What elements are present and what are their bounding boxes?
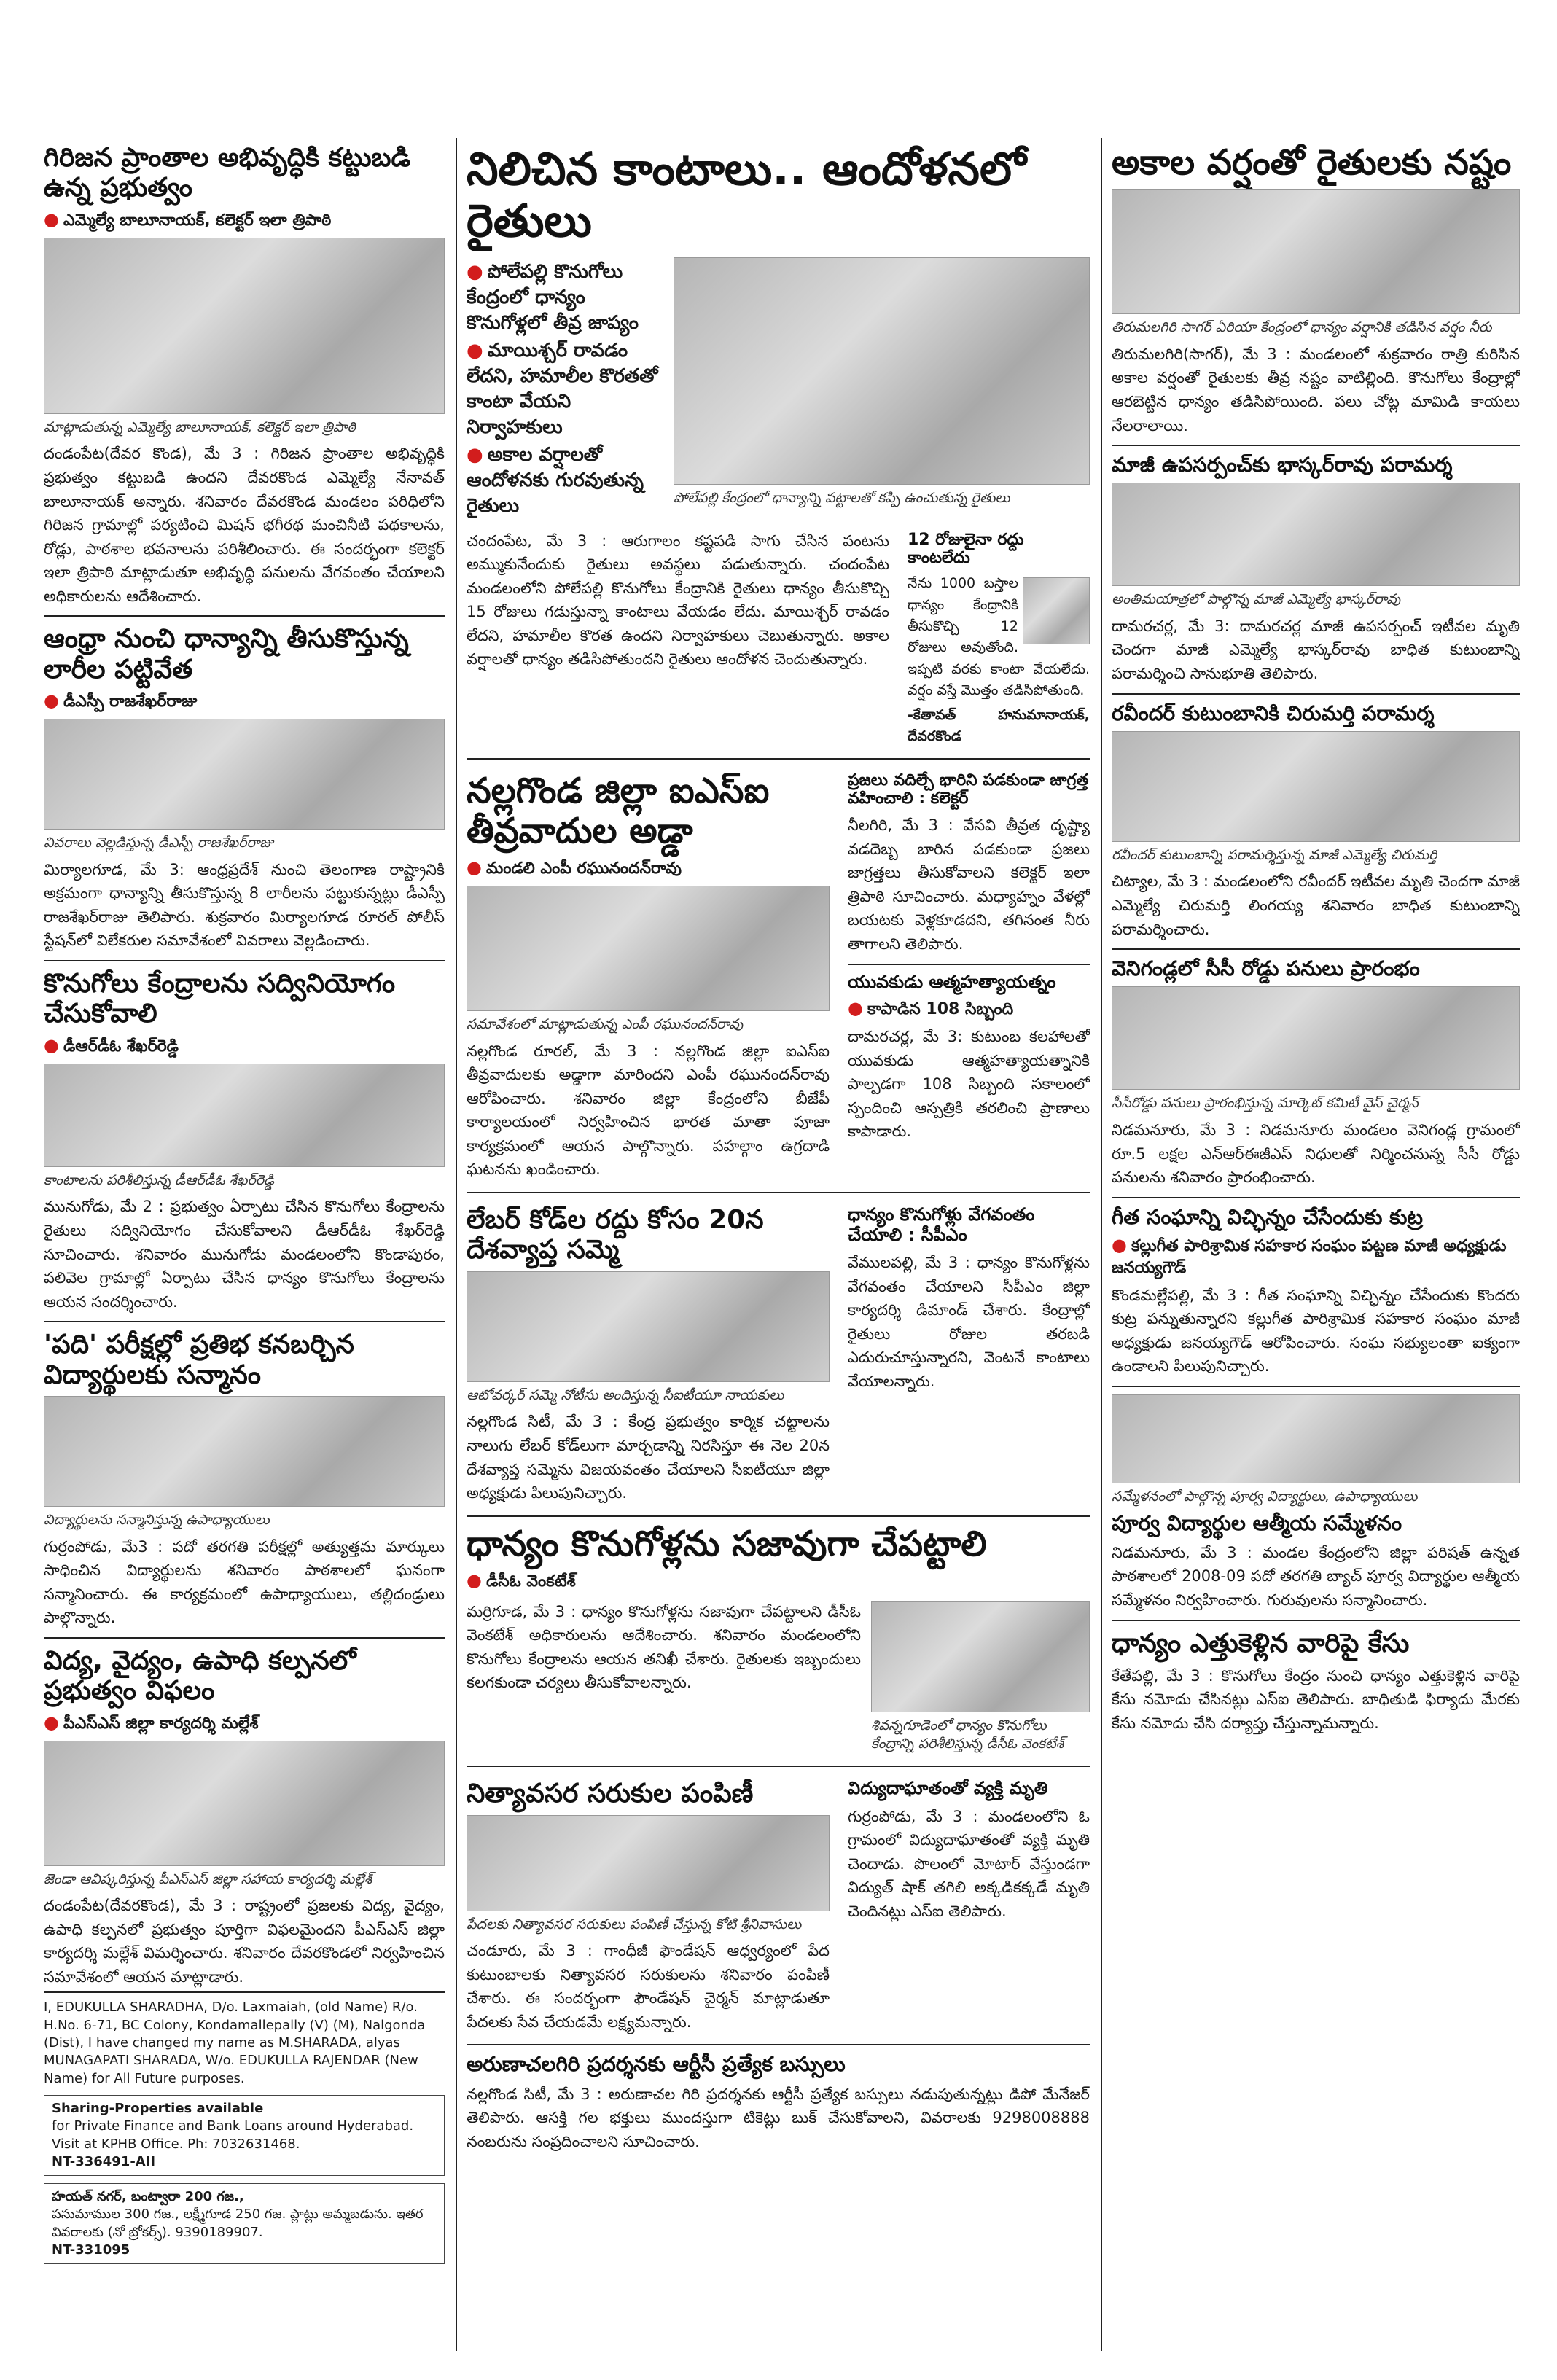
article [44, 143, 445, 608]
bullet-icon: ● [44, 1034, 59, 1056]
headline: అరుణాచలగిరి ప్రదర్శనకు ఆర్టీసీ ప్రత్యేక బస్సులు [467, 2052, 846, 2077]
sidebar-title: 12 రోజులైనా రద్దు కాంటలేదు [908, 530, 1024, 567]
headline: నిత్యావసర సరుకుల పంపిణీ [467, 1779, 754, 1809]
classified-ref: NT-336491-AII [52, 2153, 156, 2169]
article [467, 1524, 1090, 1759]
lead-highlights [467, 257, 663, 522]
byline [848, 998, 1090, 1022]
article-body: నీలగిరి, మే 3 : వేసవి తీవ్రత దృష్ట్యా వడదెబ్బ బారిన పడకుండా ప్రజలు జాగ్రత్తలు తీసుకోవాలని కలెక్టర్ ఇలా త్రిపాఠి సూచించారు. మధ్యాహ్నం వేళల్లో బయటకు వెళ్లకూడదని, తగినంత నీరు తాగాలని తెలిపారు. [848, 816, 1090, 953]
middle-column [467, 138, 1090, 2351]
article-body: చండూరు, మే 3 : గాంధీజీ ఫౌండేషన్ ఆధ్వర్యంలో పేద కుటుంబాలకు నిత్యావసర సరుకులను శనివారం పంపిణీ చేశారు. ఈ సందర్భంగా ఫౌండేషన్ చైర్మన్ మాట్లాడుతూ పేదలకు సేవ చేయడమే లక్ష్యమన్నారు. [467, 1942, 830, 2031]
article [840, 1774, 1090, 2037]
farmer-photo [1023, 577, 1090, 644]
headline: విద్యుదాఘాతంతో వ్యక్తి మృతి [848, 1778, 1048, 1799]
article-body: నిడమనూరు, మే 3 : మండల కేంద్రంలోని జిల్లా పరిషత్ ఉన్నత పాఠశాలలో 2008-09 పదో తరగతి బ్యాచ్ పూర్వ విద్యార్థుల ఆత్మీయ సమ్మేళనం నిర్వహించారు. గురువులను సన్మానించారు. [1112, 1543, 1520, 1609]
article [1112, 453, 1520, 686]
byline [44, 209, 445, 233]
photo-caption: వివరాలు వెల్లడిస్తున్న డీఎస్పీ రాజశేఖర్‌రాజు [44, 835, 273, 851]
column-rule [1101, 138, 1102, 2351]
headline: ధాన్యం కొనుగోళ్లు వేగవంతం చేయాలి : సీపీఎం [848, 1203, 1035, 1245]
byline [44, 690, 445, 714]
headline: 'పది' పరీక్షల్లో ప్రతిభ కనబర్చిన విద్యార్థులకు సన్మానం [44, 1330, 354, 1390]
headline: గీత సంఘాన్ని విచ్ఛిన్నం చేసేందుకు కుట్ర [1112, 1204, 1424, 1229]
news-photo [1112, 1394, 1520, 1483]
news-photo [1112, 483, 1520, 586]
divider [44, 960, 445, 961]
bullet-icon: ● [467, 1569, 482, 1591]
highlight-text: పోలేపల్లి కొనుగోలు కేంద్రంలో ధాన్యం కొనుగోళ్లలో తీవ్ర జాప్యం [467, 260, 639, 334]
divider [44, 1321, 445, 1322]
divider [467, 2044, 1090, 2045]
byline-text: మండలి ఎంపీ రఘునందన్‌రావు [485, 859, 682, 878]
article [44, 969, 445, 1314]
byline [44, 1712, 445, 1736]
article-body: మునుగోడు, మే 2 : ప్రభుత్వం ఏర్పాటు చేసిన కొనుగోలు కేంద్రాలను రైతులు సద్వినియోగం చేసుకోవాలని డీఆర్‌డీఓ శేఖర్‌రెడ్డి సూచించారు. శనివారం మునుగోడు మండలంలోని కొండాపురం, పలివెల గ్రామాల్లో ఏర్పాటు చేసిన ధాన్యం కొనుగోలు కేంద్రాలను ఆయన సందర్శించారు. [44, 1198, 445, 1311]
article [467, 1774, 830, 2037]
bullet-icon: ● [467, 260, 483, 283]
byline-text: డీసీఓ వెంకటేశ్ [485, 1572, 576, 1591]
byline [1112, 1235, 1520, 1281]
headline: మాజీ ఉపసర్పంచ్‌కు భాస్కర్‌రావు పరామర్శ [1112, 453, 1453, 477]
classified-text: పసుమాముల 300 గజ., లక్ష్మీగూడ 250 గజ. ప్లాట్లు అమ్మబడును. ఇతర వివరాలకు (నో బ్రోకర్స్). 9390189907. [52, 2207, 424, 2240]
article [840, 1201, 1090, 1508]
photo-caption: తిరుమలగిరి సాగర్ ఏరియా కేంద్రంలో ధాన్యం వర్షానికి తడిసిన వర్షం నీరు [1112, 319, 1492, 336]
lead-article [467, 143, 1090, 751]
byline [44, 1035, 445, 1059]
news-photo [44, 719, 445, 830]
photo-caption: కాంటాలను పరిశీలిస్తున్న డీఆర్‌డీఓ శేఖర్‌రెడ్డి [44, 1171, 275, 1188]
divider [1112, 948, 1520, 950]
article-body: గుర్రంపోడు, మే 3 : మండలంలోని ఓ గ్రామంలో విద్యుదాఘాతంతో వ్యక్తి మృతి చెందాడు. పొలంలో మోటార్ వేస్తుండగా విద్యుత్ షాక్ తగిలి అక్కడికక్కడే మృతి చెందినట్లు ఎస్ఐ తెలిపారు. [848, 1807, 1090, 1920]
sidebar-body: నేను 1000 బస్తాల ధాన్యం కేంద్రానికి తీసుకొచ్చి 12 రోజులు అవుతోంది. ఇప్పటి వరకు కాంటా వేయలేదు. వర్షం వస్తే మొత్తం తడిసిపోతుంది. [908, 575, 1090, 699]
classifieds [44, 1991, 445, 2264]
byline-text: పీఎస్ఎస్ జిల్లా కార్యదర్శి మల్లేశ్ [63, 1714, 259, 1733]
headline: ఆంధ్రా నుంచి ధాన్యాన్ని తీసుకొస్తున్న లారీల పట్టివేత [44, 624, 409, 684]
bullet-icon: ● [467, 444, 483, 467]
article [1112, 143, 1520, 437]
article-body: దండంపేట(దేవరకొండ), మే 3 : రాష్ట్రంలో ప్రజలకు విద్య, వైద్యం, ఉపాధి కల్పనలో ప్రభుత్వం పూర్తిగా విఫలమైందని పీఎస్ఎస్ జిల్లా కార్యదర్శి మల్లేశ్ విమర్శించారు. శనివారం దేవరకొండలో నిర్వహించిన సమావేశంలో ఆయన మాట్లాడారు. [44, 1897, 445, 1986]
byline-text: డీఎస్పీ రాజశేఖర్‌రాజు [63, 692, 198, 711]
news-photo [871, 1601, 1090, 1712]
article-body: గుర్రంపోడు, మే3 : పదో తరగతి పరీక్షల్లో అత్యుత్తమ మార్కులు సాధించిన విద్యార్థులను శనివారం పాఠశాలలో ఘనంగా సన్మానించారు. ఈ కార్యక్రమంలో ఉపాధ్యాయులు, తల్లిదండ్రులు పాల్గొన్నారు. [44, 1537, 445, 1627]
article-body: వేములపల్లి, మే 3 : ధాన్యం కొనుగోళ్లను వేగవంతం చేయాలని సీపీఎం జిల్లా కార్యదర్శి డిమాండ్ చేశారు. కేంద్రాల్లో రైతులు రోజుల తరబడి ఎదురుచూస్తున్నారని, వెంటనే కాంటాలు వేయాలన్నారు. [848, 1254, 1090, 1390]
classified-text: for Private Finance and Bank Loans around Hyderabad. Visit at KPHB Office. Ph: 7032631468. [52, 2118, 414, 2152]
sidebar-credit: -కేతావత్ హనుమానాయక్, దేవరకొండ [908, 706, 1090, 745]
news-photo [1112, 731, 1520, 842]
photo-caption: మాట్లాడుతున్న ఎమ్మెల్యే బాలూనాయక్, కలెక్టర్ ఇలా త్రిపాఠి [44, 418, 356, 435]
article-body: తిరుమలగిరి(సాగర్), మే 3 : మండలంలో శుక్రవారం రాత్రి కురిసిన అకాల వర్షంతో రైతులకు తీవ్ర నష్టం వాటిల్లింది. కొనుగోలు కేంద్రాల్లో ఆరబెట్టిన ధాన్యం తడిసిపోయింది. పలు చోట్ల మామిడి కాయలు నేలరాలాయి. [1112, 345, 1520, 434]
column-rule [456, 138, 457, 2351]
divider [1112, 1620, 1520, 1621]
article-body: మిర్యాలగూడ, మే 3: ఆంధ్రప్రదేశ్ నుంచి తెలంగాణ రాష్ట్రానికి అక్రమంగా ధాన్యాన్ని తీసుకొస్తున్న 8 లారీలను పట్టుకున్నట్లు డీఎస్పీ రాజశేఖర్‌రాజు తెలిపారు. శుక్రవారం మిర్యాలగూడ రూరల్ పోలీస్ స్టేషన్‌లో విలేకరుల సమావేశంలో వివరాలు వెల్లడించారు. [44, 860, 445, 950]
photo-caption: పేదలకు నిత్యావసర సరుకులు పంపిణీ చేస్తున్న కోటి శ్రీనివాసులు [467, 1916, 802, 1932]
article-body: చిట్యాల, మే 3 : మండలంలోని రవీందర్ ఇటీవల మృతి చెందగా మాజీ ఎమ్మెల్యే చిరుమర్తి లింగయ్య శనివారం బాధిత కుటుంబాన్ని పరామర్శించారు. [1112, 873, 1520, 938]
headline: యువకుడు ఆత్మహత్యాయత్నం [848, 971, 1056, 992]
headline: నల్లగొండ జిల్లా ఐఎస్ఐ తీవ్రవాదుల అడ్డా [467, 770, 770, 851]
headline: ప్రజలు వదిల్చే భారిని పడకుండా జాగ్రత్త వహించాలి : కలెక్టర్ [848, 770, 1089, 808]
headline: గిరిజన ప్రాంతాల అభివృద్ధికి కట్టుబడి ఉన్న ప్రభుత్వం [44, 143, 411, 203]
byline-text: కల్లుగీత పారిశ్రామిక సహకార సంఘం పట్టణ మాజీ అధ్యక్షుడు జనయ్యగౌడ్ [1112, 1236, 1507, 1277]
photo-caption: సమావేశంలో మాట్లాడుతున్న ఎంపీ రఘునందన్‌రావు [467, 1016, 744, 1032]
article-body: నల్లగొండ రూరల్, మే 3 : నల్లగొండ జిల్లా ఐఎస్ఐ తీవ్రవాదులకు అడ్డాగా మారిందని ఎంపీ రఘునందన్‌రావు ఆరోపించారు. శనివారం జిల్లా కేంద్రంలోని బీజేపీ కార్యాలయంలో నిర్వహించిన భారత మాతా పూజా కార్యక్రమంలో ఆయన పాల్గొన్నారు. పహల్గాం ఉగ్రదాడి ఘటనను ఖండించారు. [467, 1042, 830, 1179]
divider [1112, 693, 1520, 695]
highlight [467, 442, 663, 519]
classified-ad [44, 2095, 445, 2176]
headline: ధాన్యం కొనుగోళ్లను సజావుగా చేపట్టాలి [467, 1523, 987, 1564]
news-photo [467, 1271, 830, 1382]
article [1112, 702, 1520, 942]
bullet-icon: ● [467, 339, 483, 362]
news-photo [44, 1741, 445, 1866]
article [467, 767, 830, 1185]
article [840, 767, 1090, 1185]
headline: అకాల వర్షంతో రైతులకు నష్టం [1112, 142, 1512, 183]
divider [1112, 445, 1520, 446]
bullet-icon: ● [44, 690, 59, 711]
divider [467, 1515, 1090, 1517]
headline: పూర్వ విద్యార్థుల ఆత్మీయ సమ్మేళనం [1112, 1510, 1402, 1535]
photo-caption: పోలేపల్లి కేంద్రంలో ధాన్యాన్ని పట్టాలతో కప్పి ఉంచుతున్న రైతులు [674, 489, 1010, 506]
news-photo [1112, 189, 1520, 314]
article-body: నల్లగొండ సిటీ, మే 3 : కేంద్ర ప్రభుత్వం కార్మిక చట్టాలను నాలుగు లేబర్ కోడ్‌లుగా మార్చడాన్ని నిరసిస్తూ ఈ నెల 20న దేశవ్యాప్త సమ్మెను విజయవంతం చేయాలని సీఐటీయూ జిల్లా అధ్యక్షుడు పిలుపునిచ్చారు. [467, 1413, 830, 1502]
article-body: దామరచర్ల, మే 3: కుటుంబ కలహాలతో యువకుడు ఆత్మహత్యాయత్నానికి పాల్పడగా 108 సిబ్బంది సకాలంలో స్పందించి ఆస్పత్రికి తరలించి ప్రాణాలు కాపాడారు. [848, 1028, 1090, 1141]
headline: లేబర్ కోడ్‌ల రద్దు కోసం 20న దేశవ్యాప్త సమ్మె [467, 1204, 764, 1265]
photo-caption: రవీందర్ కుటుంబాన్ని పరామర్శిస్తున్న మాజీ ఎమ్మెల్యే చిరుమర్తి [1112, 846, 1437, 863]
classified-head: Sharing-Properties available [52, 2100, 264, 2116]
highlight [467, 338, 663, 440]
photo-caption: సీసీరోడ్డు పనులు ప్రారంభిస్తున్న మార్కెట్ కమిటీ వైస్ చైర్మన్ [1112, 1095, 1419, 1112]
article [467, 1201, 830, 1508]
classified-ref: NT-331095 [52, 2242, 130, 2258]
divider [44, 615, 445, 617]
news-photo [1112, 986, 1520, 1090]
classified-ad [44, 2183, 445, 2264]
divider [467, 758, 1090, 760]
photo-caption: ఆటోవర్కర్ సమ్మె నోటీసు అందిస్తున్న సీఐటీయూ నాయకులు [467, 1386, 784, 1403]
news-photo [44, 1064, 445, 1167]
headline: రవీందర్ కుటుంబానికి చిరుమర్తి పరామర్శ [1112, 701, 1435, 725]
sidebar-box [900, 526, 1090, 751]
article [1112, 1394, 1520, 1612]
article [1112, 957, 1520, 1190]
article-body: కొండమల్లేపల్లి, మే 3 : గీత సంఘాన్ని విచ్ఛిన్నం చేసేందుకు కొందరు కుట్ర పన్నుతున్నారని కల్లుగీత పారిశ్రామిక సహకార సంఘం మాజీ అధ్యక్షుడు జనయ్యగౌడ్ ఆరోపించారు. సంఘ సభ్యులంతా ఐక్యంగా ఉండాలని పిలుపునిచ్చారు. [1112, 1286, 1520, 1376]
article [44, 1646, 445, 1989]
headline: వెనిగండ్లలో సీసీ రోడ్డు పనులు ప్రారంభం [1112, 956, 1420, 981]
article-body: దామరచర్ల, మే 3: దామరచర్ల మాజీ ఉపసర్పంచ్ ఇటీవల మృతి చెందగా మాజీ ఎమ్మెల్యే భాస్కర్‌రావు బాధిత కుటుంబాన్ని పరామర్శించి సానుభూతి తెలిపారు. [1112, 617, 1520, 683]
divider [848, 964, 1090, 965]
news-photo [467, 1815, 830, 1911]
photo-caption: శివన్నగూడెంలో ధాన్యం కొనుగోలు కేంద్రాన్ని పరిశీలిస్తున్న డీసీఓ వెంకటేశ్ [871, 1717, 1064, 1752]
divider [44, 1637, 445, 1639]
lead-headline: నిలిచిన కాంటాలు.. ఆందోళనలో రైతులు [467, 142, 1026, 248]
bullet-icon: ● [848, 998, 863, 1019]
bullet-icon: ● [1112, 1234, 1127, 1255]
headline: విద్య, వైద్యం, ఉపాధి కల్పనలో ప్రభుత్వం విఫలం [44, 1645, 356, 1706]
highlight [467, 260, 663, 336]
article-body: చందంపేట, మే 3 : ఆరుగాలం కష్టపడి సాగు చేసిన పంటను అమ్ముకునేందుకు రైతులు అవస్థలు పడుతున్నారు. చందంపేట మండలంలోని పోలేపల్లి కొనుగోలు కేంద్రానికి రైతులు ధాన్యం తీసుకొచ్చి 15 రోజులు గడుస్తున్నా కాంటాలు వేయడం లేదు. మాయిశ్చర్ రావడం లేదని, హమాలీల కొరత ఉందని నిర్వాహకులు చెబుతున్నారు. అకాల వర్షాలతో ధాన్యం తడిసిపోతుందని రైతులు ఆందోళన చెందుతున్నారు. [467, 531, 889, 668]
bullet-icon: ● [44, 208, 59, 230]
headline: కొనుగోలు కేంద్రాలను సద్వినియోగం చేసుకోవాలి [44, 968, 396, 1029]
article [1112, 1206, 1520, 1378]
classified-head: హయత్ నగర్, బంట్వారా 200 గజ., [52, 2189, 244, 2205]
article [44, 624, 445, 953]
article [44, 1330, 445, 1630]
lead-photo [674, 257, 1090, 485]
right-column [1112, 138, 1520, 2351]
news-photo [44, 238, 445, 414]
divider [467, 1192, 1090, 1193]
article-body: నిడమనూరు, మే 3 : నిడమనూరు మండలం వెనిగండ్ల గ్రామంలో రూ.5 లక్షల ఎన్‌ఆర్‌ఈజీఎస్ నిధులతో నిర్మించనున్న సీసీ రోడ్డు పనులను శనివారం ప్రారంభించారు. [1112, 1120, 1520, 1187]
divider [1112, 1386, 1520, 1387]
news-photo [44, 1396, 445, 1507]
article [467, 2053, 1090, 2153]
bullet-icon: ● [467, 857, 482, 878]
headline: ధాన్యం ఎత్తుకెళ్లిన వారిపై కేసు [1112, 1628, 1410, 1658]
photo-caption: అంతిమయాత్రలో పాల్గొన్న మాజీ ఎమ్మెల్యే భాస్కర్‌రావు [1112, 591, 1401, 608]
highlight-text: మాయిశ్చర్ రావడం లేదని, హమాలీల కొరతతో కాంటా వేయని నిర్వాహకులు [467, 339, 658, 439]
article-body: మర్రిగూడ, మే 3 : ధాన్యం కొనుగోళ్లను సజావుగా చేపట్టాలని డీసీఓ వెంకటేశ్ అధికారులను ఆదేశించారు. శనివారం మండలంలోని కొనుగోలు కేంద్రాలను ఆయన తనిఖీ చేశారు. రైతులకు ఇబ్బందులు కలగకుండా చర్యలు తీసుకోవాలన్నారు. [467, 1602, 861, 1692]
article [1112, 1628, 1520, 1736]
divider [1112, 1197, 1520, 1198]
article-body: దండంపేట(దేవర కొండ), మే 3 : గిరిజన ప్రాంతాల అభివృద్ధికి ప్రభుత్వం కట్టుబడి ఉందని దేవరకొండ ఎమ్మెల్యే నేనావత్ బాలూనాయక్ అన్నారు. శనివారం దేవరకొండ మండలం పరిధిలోని గిరిజన గ్రామాల్లో పర్యటించి మిషన్ భగీరథ మంచినీటి పథకాలను, రోడ్లు, పాఠశాల భవనాలను పరిశీలించారు. ఈ సందర్భంగా కలెక్టర్ ఇలా త్రిపాఠి మాట్లాడుతూ అభివృద్ధి పనులను వేగవంతం చేయాలని అధికారులను ఆదేశించారు. [44, 445, 445, 605]
byline-text: డీఆర్‌డీఓ శేఖర్‌రెడ్డి [63, 1037, 179, 1056]
left-column [44, 138, 445, 2351]
byline-text: కాపాడిన 108 సిబ్బంది [867, 1000, 1014, 1019]
article-body: నల్లగొండ సిటీ, మే 3 : అరుణాచల గిరి ప్రదర్శనకు ఆర్టీసీ ప్రత్యేక బస్సులు నడుపుతున్నట్లు డిపో మేనేజర్ తెలిపారు. ఆసక్తి గల భక్తులు ముందస్తుగా టికెట్లు బుక్ చేసుకోవాలని, వివరాలకు 9298008888 నంబరును సంప్రదించాలని సూచించారు. [467, 2085, 1090, 2150]
photo-caption: జెండా ఆవిష్కరిస్తున్న పీఎస్ఎస్ జిల్లా సహాయ కార్యదర్శి మల్లేశ్ [44, 1870, 372, 1887]
classified-ad: I, EDUKULLA SHARADHA, D/o. Laxmaiah, (old Name) R/o. H.No. 6-71, BC Colony, Kondamallepally (V) (M), Nalgonda (Dist), I have changed my name as M.SHARADA, alyas MUNAGAPATI SHARADA, W/o. EDUKULLA RAJENDAR (New Name) for All Future purposes. [44, 1999, 426, 2086]
news-photo [467, 886, 830, 1011]
highlight-text: అకాల వర్షాలతో ఆందోళనకు గురవుతున్న రైతులు [467, 444, 644, 518]
divider [467, 1766, 1090, 1767]
byline-text: ఎమ్మెల్యే బాలూనాయక్, కలెక్టర్ ఇలా త్రిపాఠి [63, 211, 332, 230]
article-body: కేతేపల్లి, మే 3 : కొనుగోలు కేంద్రం నుంచి ధాన్యం ఎత్తుకెళ్లిన వారిపై కేసు నమోదు చేసినట్లు ఎస్ఐ తెలిపారు. బాధితుడి ఫిర్యాదు మేరకు కేసు నమోదు చేసి దర్యాప్తు చేస్తున్నామన్నారు. [1112, 1666, 1520, 1732]
byline [467, 857, 830, 881]
photo-caption: సమ్మేళనంలో పాల్గొన్న పూర్వ విద్యార్థులు, ఉపాధ్యాయులు [1112, 1488, 1418, 1505]
photo-caption: విద్యార్థులను సన్మానిస్తున్న ఉపాధ్యాయులు [44, 1511, 270, 1528]
bullet-icon: ● [44, 1712, 59, 1733]
byline [467, 1570, 1090, 1594]
